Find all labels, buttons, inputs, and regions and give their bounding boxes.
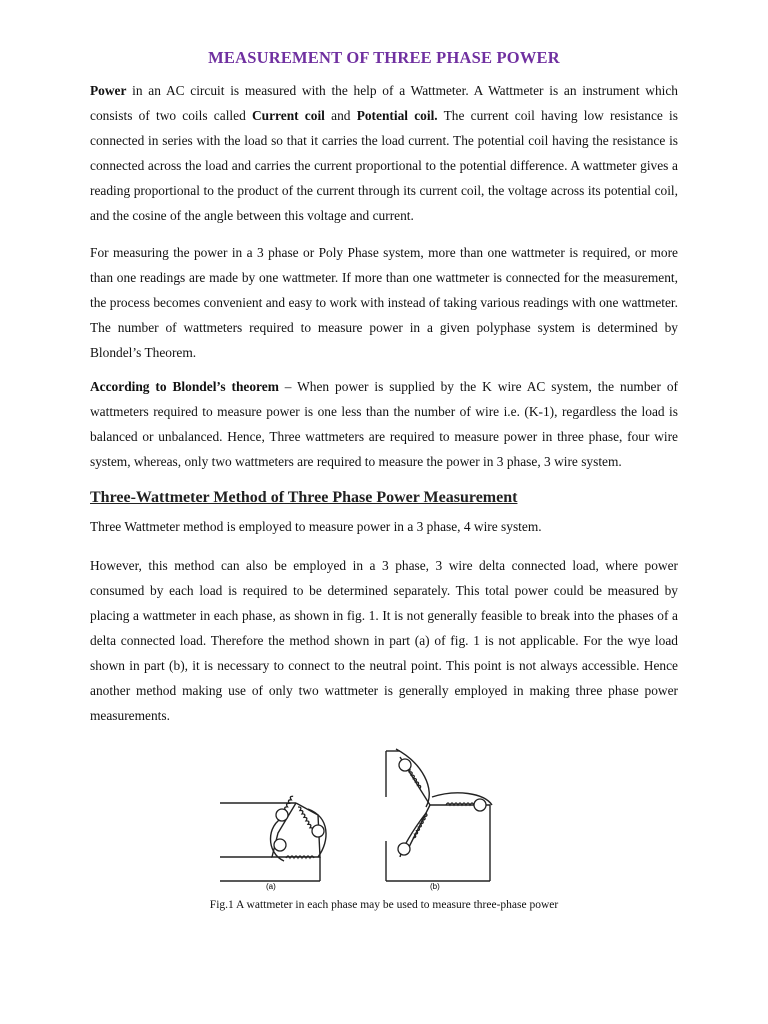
wattmeter-icon — [474, 799, 486, 811]
figure-caption: Fig.1 A wattmeter in each phase may be used to measure three-phase power — [209, 899, 559, 911]
wattmeter-icon — [274, 839, 286, 851]
paragraph-delta-wye: However, this method can also be employed in a 3 phase, 3 wire delta connected load, where power consumed by each load is required to be determined separately. This total power could be measured by placing a wattmeter in each phase, as shown in fig. 1. It is not generally feasible to break into the phases of a delta connected load. Therefore the method shown in part (a) of fig. 1 is not applicable. For the wye load shown in part (b), it is necessary to connect to the neutral point. This point is not always accessible. Hence another method making use of only two wattmeter is generally employed in making three phase power measurements. — [90, 558, 678, 723]
wye-wattmeters — [398, 759, 486, 855]
wattmeter-icon — [398, 843, 410, 855]
wattmeter-icon — [312, 825, 324, 837]
wattmeter-icon — [276, 809, 288, 821]
section-heading: Three-Wattmeter Method of Three Phase Power Measurement — [90, 489, 518, 506]
paragraph-polyphase: For measuring the power in a 3 phase or Poly Phase system, more than one wattmeter is required, or more than one readings are made by one wattmeter. If more than one wattmeter is connected for the measurement, the process becomes convenient and easy to work with instead of taking various readings with one wattmeter. The number of wattmeters required to measure power in a given polyphase system is determined by Blondel’s Theorem. — [90, 245, 678, 360]
paragraph-blondel: According to Blondel’s theorem – When power is supplied by the K wire AC system, the number of wattmeters required to measure power is one less than the number of wire i.e. (K-1), regardless the load is balanced or unbalanced. Hence, Three wattmeters are required to measure power in three phase, four wire system, whereas, only two wattmeters are required to measure the power in 3 phase, 3 wire system. — [90, 379, 678, 469]
paragraph-wattmeter-intro: Power in an AC circuit is measured with the help of a Wattmeter. A Wattmeter is an instrument which consists of two coils called Current coil and Potential coil. The current coil having low resistance is connected in series with the load so that it carries the load current. The potential coil having the resistance is connected across the load and carries the current proportional to the potential difference. A wattmeter gives a reading proportional to the product of the current through its current coil, the voltage across its potential coil, and the cosine of the angle between this voltage and current. — [90, 83, 678, 223]
delta-wattmeters — [274, 809, 324, 851]
term-power: Power — [90, 83, 127, 98]
term-current-coil: Current coil — [251, 108, 325, 123]
figure-label-b: (b) — [430, 882, 440, 891]
term-potential-coil: Potential coil. — [356, 108, 438, 123]
paragraph-three-wattmeter: Three Wattmeter method is employed to measure power in a 3 phase, 4 wire system. — [90, 519, 542, 534]
wattmeter-icon — [399, 759, 411, 771]
wattmeter-circuit-figure — [200, 745, 500, 895]
delta-connection-diagram — [220, 795, 326, 881]
figure-label-a: (a) — [266, 882, 276, 891]
page-title: MEASUREMENT OF THREE PHASE POWER — [208, 48, 560, 67]
term-blondel-theorem: According to Blondel’s theorem — [90, 379, 279, 394]
